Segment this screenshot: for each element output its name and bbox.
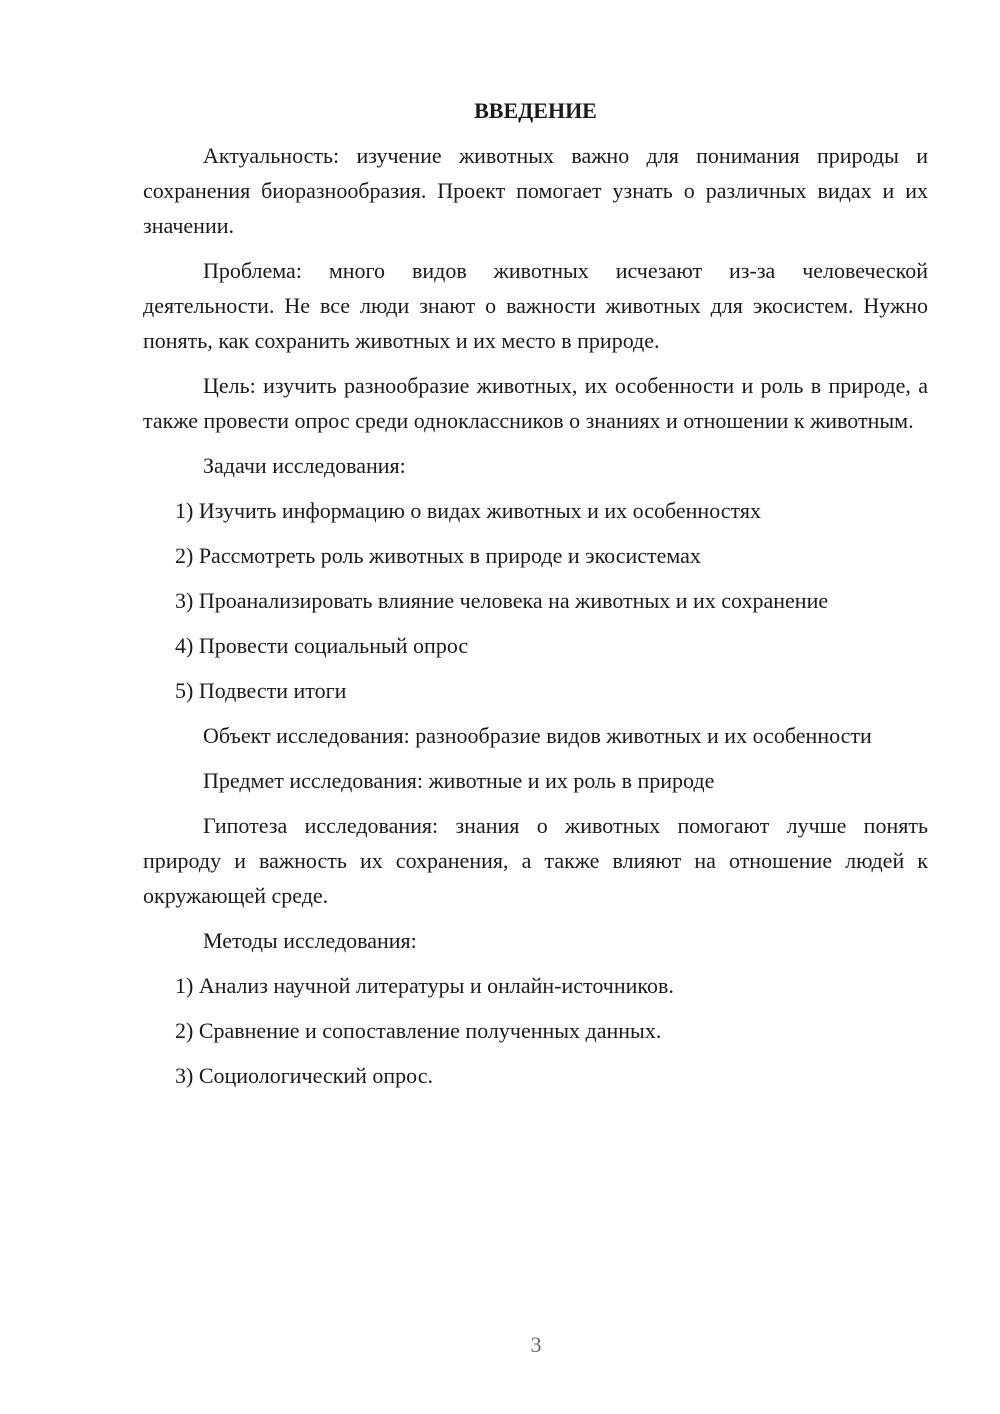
tasks-list	[143, 493, 928, 708]
hypothesis-paragraph: Гипотеза исследования: знания о животных помогают лучше понять природу и важность их сохранения, а также влияют на отношение людей к окружающей среде.	[143, 813, 928, 908]
method-item: 3) Социологический опрос.	[175, 1063, 433, 1088]
task-item: 2) Рассмотреть роль животных в природе и экосистемах	[175, 543, 701, 568]
task-item: 3) Проанализировать влияние человека на животных и их сохранение	[175, 588, 829, 613]
problem-paragraph: Проблема: много видов животных исчезают из-за человеческой деятельности. Не все люди знают о важности животных для экосистем. Нужно понять, как сохранить животных и их место в природе.	[143, 258, 928, 353]
task-item: 5) Подвести итоги	[175, 678, 347, 703]
section-title: ВВЕДЕНИЕ	[474, 98, 597, 123]
document-page	[143, 96, 928, 1103]
method-item: 2) Сравнение и сопоставление полученных данных.	[175, 1018, 662, 1043]
task-item: 4) Провести социальный опрос	[175, 633, 469, 658]
page-number: 3	[530, 1332, 542, 1357]
methods-heading: Методы исследования:	[203, 928, 417, 953]
method-item: 1) Анализ научной литературы и онлайн-источников.	[175, 973, 674, 998]
task-item: 1) Изучить информацию о видах животных и их особенностях	[175, 498, 761, 523]
methods-list	[143, 968, 928, 1093]
goal-paragraph: Цель: изучить разнообразие животных, их особенности и роль в природе, а также провести опрос среди одноклассников о знаниях и отношении к животным.	[143, 373, 928, 433]
tasks-heading: Задачи исследования:	[203, 453, 406, 478]
relevance-paragraph: Актуальность: изучение животных важно для понимания природы и сохранения биоразнообразия. Проект помогает узнать о различных видах и их значении.	[143, 143, 928, 238]
object-paragraph: Объект исследования: разнообразие видов животных и их особенности	[203, 723, 872, 748]
subject-paragraph: Предмет исследования: животные и их роль в природе	[203, 768, 715, 793]
